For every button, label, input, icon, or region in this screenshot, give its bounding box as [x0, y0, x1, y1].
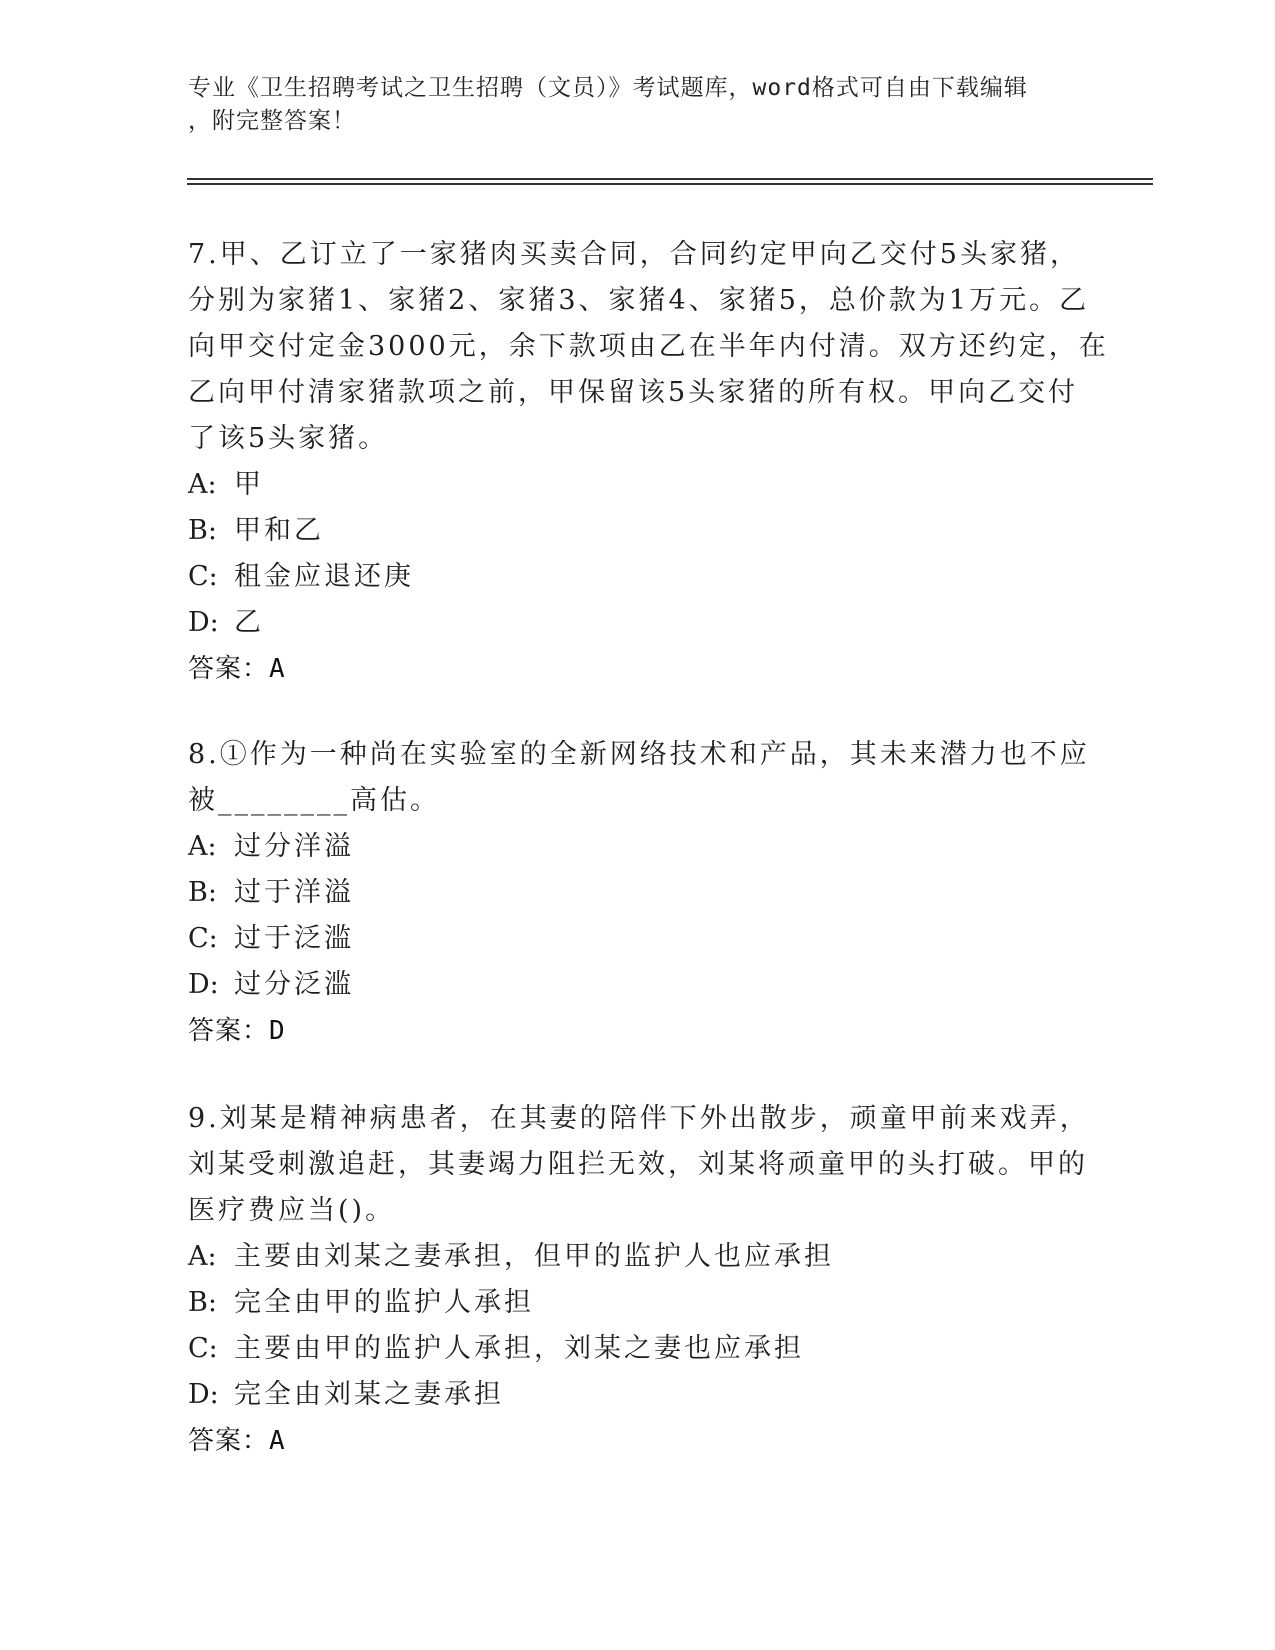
document-header — [188, 72, 1088, 138]
option-text: 甲 — [234, 469, 264, 500]
option-d — [188, 600, 1088, 646]
option-text: 过于洋溢 — [234, 877, 354, 908]
option-a — [188, 1234, 1088, 1280]
question-stem-line: 分别为家猪1、家猪2、家猪3、家猪4、家猪5，总价款为1万元。乙 — [188, 285, 1090, 316]
question-stem-line: 被________高估。 — [188, 785, 440, 816]
question-stem-line: 乙向甲付清家猪款项之前，甲保留该5头家猪的所有权。甲向乙交付 — [188, 377, 1079, 408]
question-stem-line: 医疗费应当()。 — [188, 1195, 396, 1226]
answer-line: 答案：D — [188, 1016, 286, 1046]
option-letter: C: — [188, 561, 218, 592]
question-stem — [188, 232, 1109, 462]
option-b — [188, 508, 1088, 554]
option-letter: C: — [188, 923, 218, 954]
option-a — [188, 824, 1088, 870]
option-text: 过分泛滥 — [234, 969, 354, 1000]
option-letter: A: — [188, 831, 217, 862]
question-stem-line: 7.甲、乙订立了一家猪肉买卖合同，合同约定甲向乙交付5头家猪， — [188, 239, 1080, 270]
option-a — [188, 462, 1088, 508]
answer-line: 答案：A — [188, 654, 286, 684]
option-text: 完全由刘某之妻承担 — [234, 1379, 504, 1410]
question-9 — [188, 1096, 1088, 1464]
option-letter: B: — [188, 1287, 217, 1318]
option-text: 乙 — [234, 607, 264, 638]
option-text: 过于泛滥 — [234, 923, 354, 954]
option-letter: D: — [188, 1379, 219, 1410]
option-text: 租金应退还庚 — [234, 561, 414, 592]
option-letter: B: — [188, 877, 217, 908]
option-letter: D: — [188, 969, 219, 1000]
option-c — [188, 1326, 1088, 1372]
option-letter: B: — [188, 515, 217, 546]
header-divider-top — [187, 178, 1153, 180]
option-c — [188, 554, 1088, 600]
header-title-line-2: ，附完整答案！ — [188, 108, 356, 134]
option-letter: C: — [188, 1333, 218, 1364]
option-text: 主要由甲的监护人承担，刘某之妻也应承担 — [234, 1333, 804, 1364]
option-letter: A: — [188, 469, 217, 500]
option-d — [188, 1372, 1088, 1418]
option-text: 完全由甲的监护人承担 — [234, 1287, 534, 1318]
question-stem — [188, 1096, 1088, 1234]
question-8 — [188, 732, 1088, 1054]
option-b — [188, 870, 1088, 916]
question-stem-line: 8.①作为一种尚在实验室的全新网络技术和产品，其未来潜力也不应 — [188, 739, 1090, 770]
answer-line: 答案：A — [188, 1426, 286, 1456]
option-text: 主要由刘某之妻承担，但甲的监护人也应承担 — [234, 1241, 834, 1272]
question-7 — [188, 232, 1109, 692]
question-stem — [188, 732, 1088, 824]
question-stem-line: 了该5头家猪。 — [188, 423, 389, 454]
option-d — [188, 962, 1088, 1008]
header-divider-bottom — [187, 183, 1153, 185]
question-stem-line: 刘某受刺激追赶，其妻竭力阻拦无效，刘某将顽童甲的头打破。甲的 — [188, 1149, 1088, 1180]
option-c — [188, 916, 1088, 962]
question-stem-line: 9.刘某是精神病患者，在其妻的陪伴下外出散步，顽童甲前来戏弄， — [188, 1103, 1090, 1134]
header-title-line-1: 专业《卫生招聘考试之卫生招聘（文员）》考试题库，word格式可自由下载编辑 — [188, 75, 1028, 101]
option-letter: A: — [188, 1241, 217, 1272]
option-text: 甲和乙 — [234, 515, 324, 546]
question-stem-line: 向甲交付定金3000元，余下款项由乙在半年内付清。双方还约定，在 — [188, 331, 1109, 362]
option-letter: D: — [188, 607, 219, 638]
option-b — [188, 1280, 1088, 1326]
option-text: 过分洋溢 — [234, 831, 354, 862]
